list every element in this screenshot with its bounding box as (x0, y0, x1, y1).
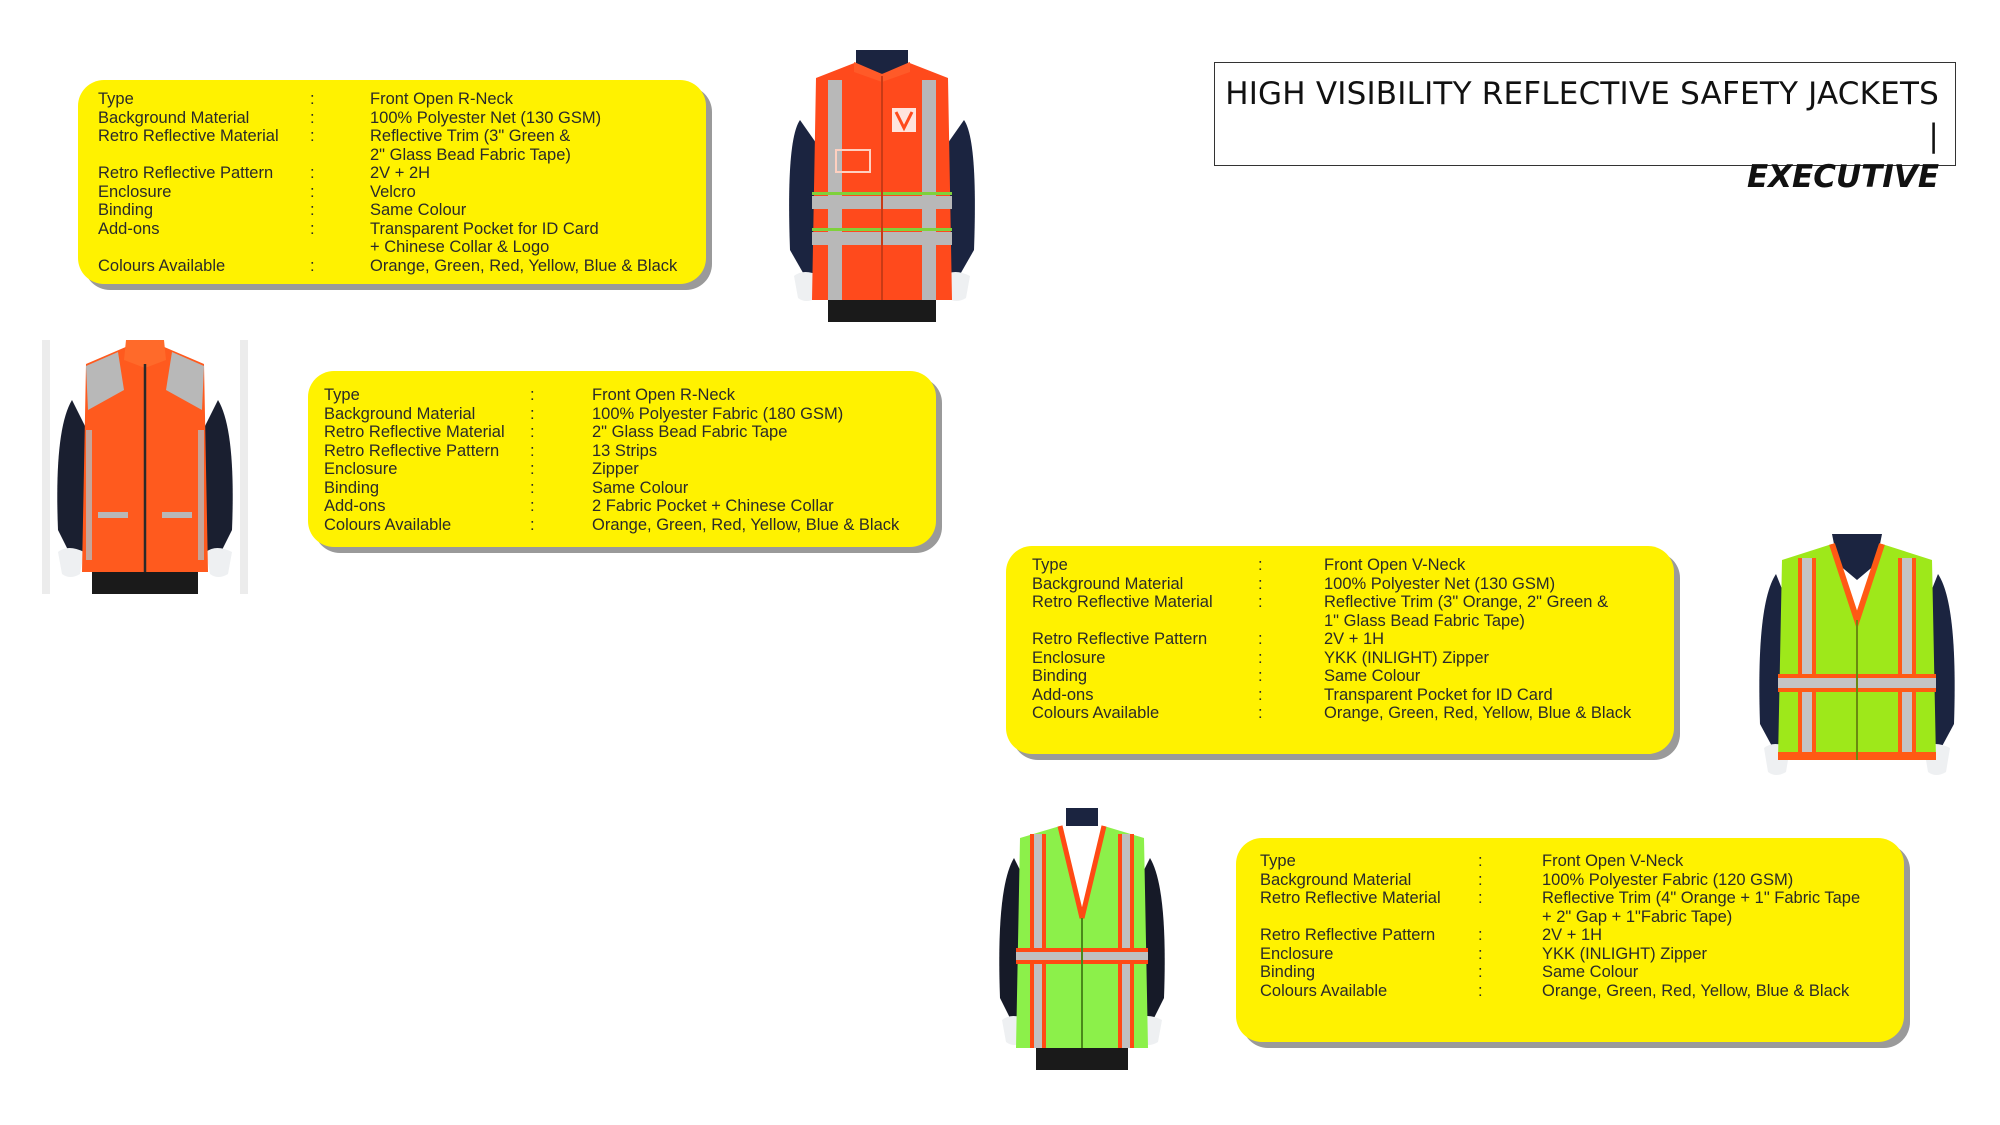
spec-separator: : (530, 441, 535, 460)
spec-separator: : (310, 90, 315, 108)
spec-value: 100% Polyester Fabric (120 GSM) (1542, 870, 1794, 889)
spec-row (98, 90, 726, 109)
spec-separator: : (1478, 981, 1483, 1000)
spec-row (1032, 704, 1700, 723)
spec-value: Zipper (592, 460, 639, 478)
spec-key: Binding (324, 478, 380, 497)
spec-key: Retro Reflective Material (98, 127, 279, 145)
spec-separator: : (310, 108, 315, 127)
spec-row (1032, 556, 1700, 575)
spec-separator: : (530, 460, 535, 478)
spec-value: 2" Glass Bead Fabric Tape (592, 423, 788, 441)
spec-value: YKK (INLIGHT) Zipper (1324, 648, 1490, 667)
spec-value: Velcro (370, 182, 416, 201)
spec-key: Type (1260, 852, 1296, 870)
vest-photo-green-net (1748, 524, 1966, 798)
spec-row (324, 442, 952, 461)
spec-key: Enclosure (98, 182, 172, 201)
spec-key: Retro Reflective Pattern (98, 164, 274, 182)
spec-separator: : (1258, 667, 1263, 685)
spec-row (324, 460, 952, 479)
spec-list (98, 90, 726, 275)
spec-separator: : (310, 127, 315, 145)
spec-separator: : (310, 256, 315, 275)
spec-separator: : (310, 182, 315, 201)
spec-value: Orange, Green, Red, Yellow, Blue & Black (1542, 981, 1850, 1000)
spec-value: Front Open V-Neck (1542, 852, 1684, 870)
spec-key: Add-ons (324, 497, 386, 515)
spec-separator: : (1478, 944, 1483, 963)
spec-key: Retro Reflective Material (324, 423, 505, 441)
spec-key: Background Material (1260, 870, 1412, 889)
spec-row (1260, 963, 1928, 982)
spec-row (324, 516, 952, 535)
spec-value: Same Colour (370, 201, 467, 219)
spec-value: + 2" Gap + 1"Fabric Tape) (1542, 907, 1733, 926)
spec-key: Add-ons (98, 219, 160, 238)
spec-key: Enclosure (1260, 944, 1334, 963)
spec-separator: : (530, 478, 535, 497)
spec-separator: : (310, 201, 315, 219)
spec-row (1032, 686, 1700, 705)
spec-separator: : (530, 423, 535, 441)
spec-row (324, 386, 952, 405)
spec-key: Enclosure (324, 460, 398, 478)
spec-separator: : (1478, 889, 1483, 907)
spec-separator: : (1258, 593, 1263, 611)
spec-key: Binding (1260, 963, 1316, 981)
spec-key: Background Material (98, 108, 250, 127)
spec-value: Reflective Trim (3" Green & (370, 127, 571, 145)
spec-row (324, 405, 952, 424)
spec-row (98, 220, 726, 257)
spec-row (1260, 889, 1928, 926)
vest-photo-green-fabric (992, 808, 1172, 1070)
spec-separator: : (530, 497, 535, 515)
spec-value: 2V + 1H (1542, 926, 1603, 944)
spec-row (1032, 593, 1700, 630)
spec-value: Reflective Trim (4" Orange + 1" Fabric Tape (1542, 889, 1861, 907)
spec-value: Front Open V-Neck (1324, 556, 1466, 574)
spec-separator: : (530, 404, 535, 423)
spec-row (324, 497, 952, 516)
spec-key: Retro Reflective Pattern (1260, 926, 1436, 944)
spec-value: Same Colour (1324, 667, 1421, 685)
spec-value: Orange, Green, Red, Yellow, Blue & Black (1324, 704, 1632, 722)
spec-row (1260, 945, 1928, 964)
spec-separator: : (1478, 963, 1483, 981)
spec-value: Same Colour (592, 478, 689, 497)
spec-list (1260, 852, 1928, 1000)
spec-separator: : (1478, 926, 1483, 944)
spec-value: Orange, Green, Red, Yellow, Blue & Black (370, 256, 678, 275)
spec-key: Retro Reflective Pattern (324, 441, 500, 460)
spec-value: 100% Polyester Net (130 GSM) (370, 108, 602, 127)
spec-value: Front Open R-Neck (370, 90, 514, 108)
spec-separator: : (310, 164, 315, 182)
spec-value: 2" Glass Bead Fabric Tape) (370, 145, 571, 164)
spec-card-1 (78, 80, 706, 284)
spec-list (324, 386, 952, 534)
spec-key: Colours Available (324, 515, 452, 534)
spec-key: Retro Reflective Material (1260, 889, 1441, 907)
spec-separator: : (530, 515, 535, 534)
spec-value: 100% Polyester Net (130 GSM) (1324, 574, 1556, 593)
spec-row (324, 479, 952, 498)
spec-key: Retro Reflective Material (1032, 593, 1213, 611)
spec-separator: : (1258, 574, 1263, 593)
spec-list (1032, 556, 1700, 723)
spec-row (1032, 649, 1700, 668)
spec-key: Type (98, 90, 134, 108)
page-title-box (1214, 62, 1956, 195)
spec-value: 2 Fabric Pocket + Chinese Collar (592, 497, 834, 515)
spec-separator: : (1478, 870, 1483, 889)
spec-value: Orange, Green, Red, Yellow, Blue & Black (592, 515, 900, 534)
spec-card-3 (1006, 546, 1674, 754)
spec-separator: : (310, 219, 315, 238)
spec-value: YKK (INLIGHT) Zipper (1542, 944, 1708, 963)
spec-value: Same Colour (1542, 963, 1639, 981)
page-title: HIGH VISIBILITY REFLECTIVE SAFETY JACKETS | (1225, 76, 1939, 154)
spec-row (324, 423, 952, 442)
spec-key: Type (324, 386, 360, 404)
spec-key: Binding (1032, 667, 1088, 685)
spec-key: Retro Reflective Pattern (1032, 630, 1208, 648)
spec-separator: : (530, 386, 535, 404)
vest-photo-orange-net (776, 50, 988, 322)
spec-value: Transparent Pocket for ID Card (370, 219, 599, 238)
spec-value: Front Open R-Neck (592, 386, 736, 404)
spec-row (1260, 926, 1928, 945)
spec-value: 2V + 1H (1324, 630, 1385, 648)
spec-key: Binding (98, 201, 154, 219)
spec-row (98, 109, 726, 128)
page-subtitle: EXECUTIVE (1746, 159, 1939, 195)
spec-separator: : (1258, 648, 1263, 667)
spec-key: Colours Available (1260, 981, 1388, 1000)
spec-row (1032, 575, 1700, 594)
spec-key: Add-ons (1032, 685, 1094, 704)
spec-row (98, 257, 726, 276)
spec-value: 100% Polyester Fabric (180 GSM) (592, 404, 844, 423)
spec-key: Background Material (1032, 574, 1184, 593)
spec-separator: : (1478, 852, 1483, 870)
spec-row (1032, 630, 1700, 649)
spec-separator: : (1258, 556, 1263, 574)
spec-value: 2V + 2H (370, 164, 431, 182)
spec-value: 13 Strips (592, 441, 658, 460)
spec-separator: : (1258, 704, 1263, 722)
spec-row (1260, 852, 1928, 871)
spec-key: Colours Available (1032, 704, 1160, 722)
spec-row (1032, 667, 1700, 686)
spec-row (98, 201, 726, 220)
spec-row (1260, 871, 1928, 890)
spec-row (1260, 982, 1928, 1001)
spec-value: 1" Glass Bead Fabric Tape) (1324, 611, 1525, 630)
spec-value: + Chinese Collar & Logo (370, 238, 550, 256)
spec-row (98, 127, 726, 164)
spec-key: Colours Available (98, 256, 226, 275)
spec-separator: : (1258, 630, 1263, 648)
spec-row (98, 183, 726, 202)
spec-value: Reflective Trim (3" Orange, 2" Green & (1324, 593, 1609, 611)
spec-card-4 (1236, 838, 1904, 1042)
spec-card-2 (308, 371, 936, 547)
spec-separator: : (1258, 685, 1263, 704)
spec-value: Transparent Pocket for ID Card (1324, 685, 1553, 704)
spec-key: Background Material (324, 404, 476, 423)
spec-row (98, 164, 726, 183)
spec-key: Enclosure (1032, 648, 1106, 667)
vest-photo-orange-fabric (42, 340, 248, 594)
spec-key: Type (1032, 556, 1068, 574)
